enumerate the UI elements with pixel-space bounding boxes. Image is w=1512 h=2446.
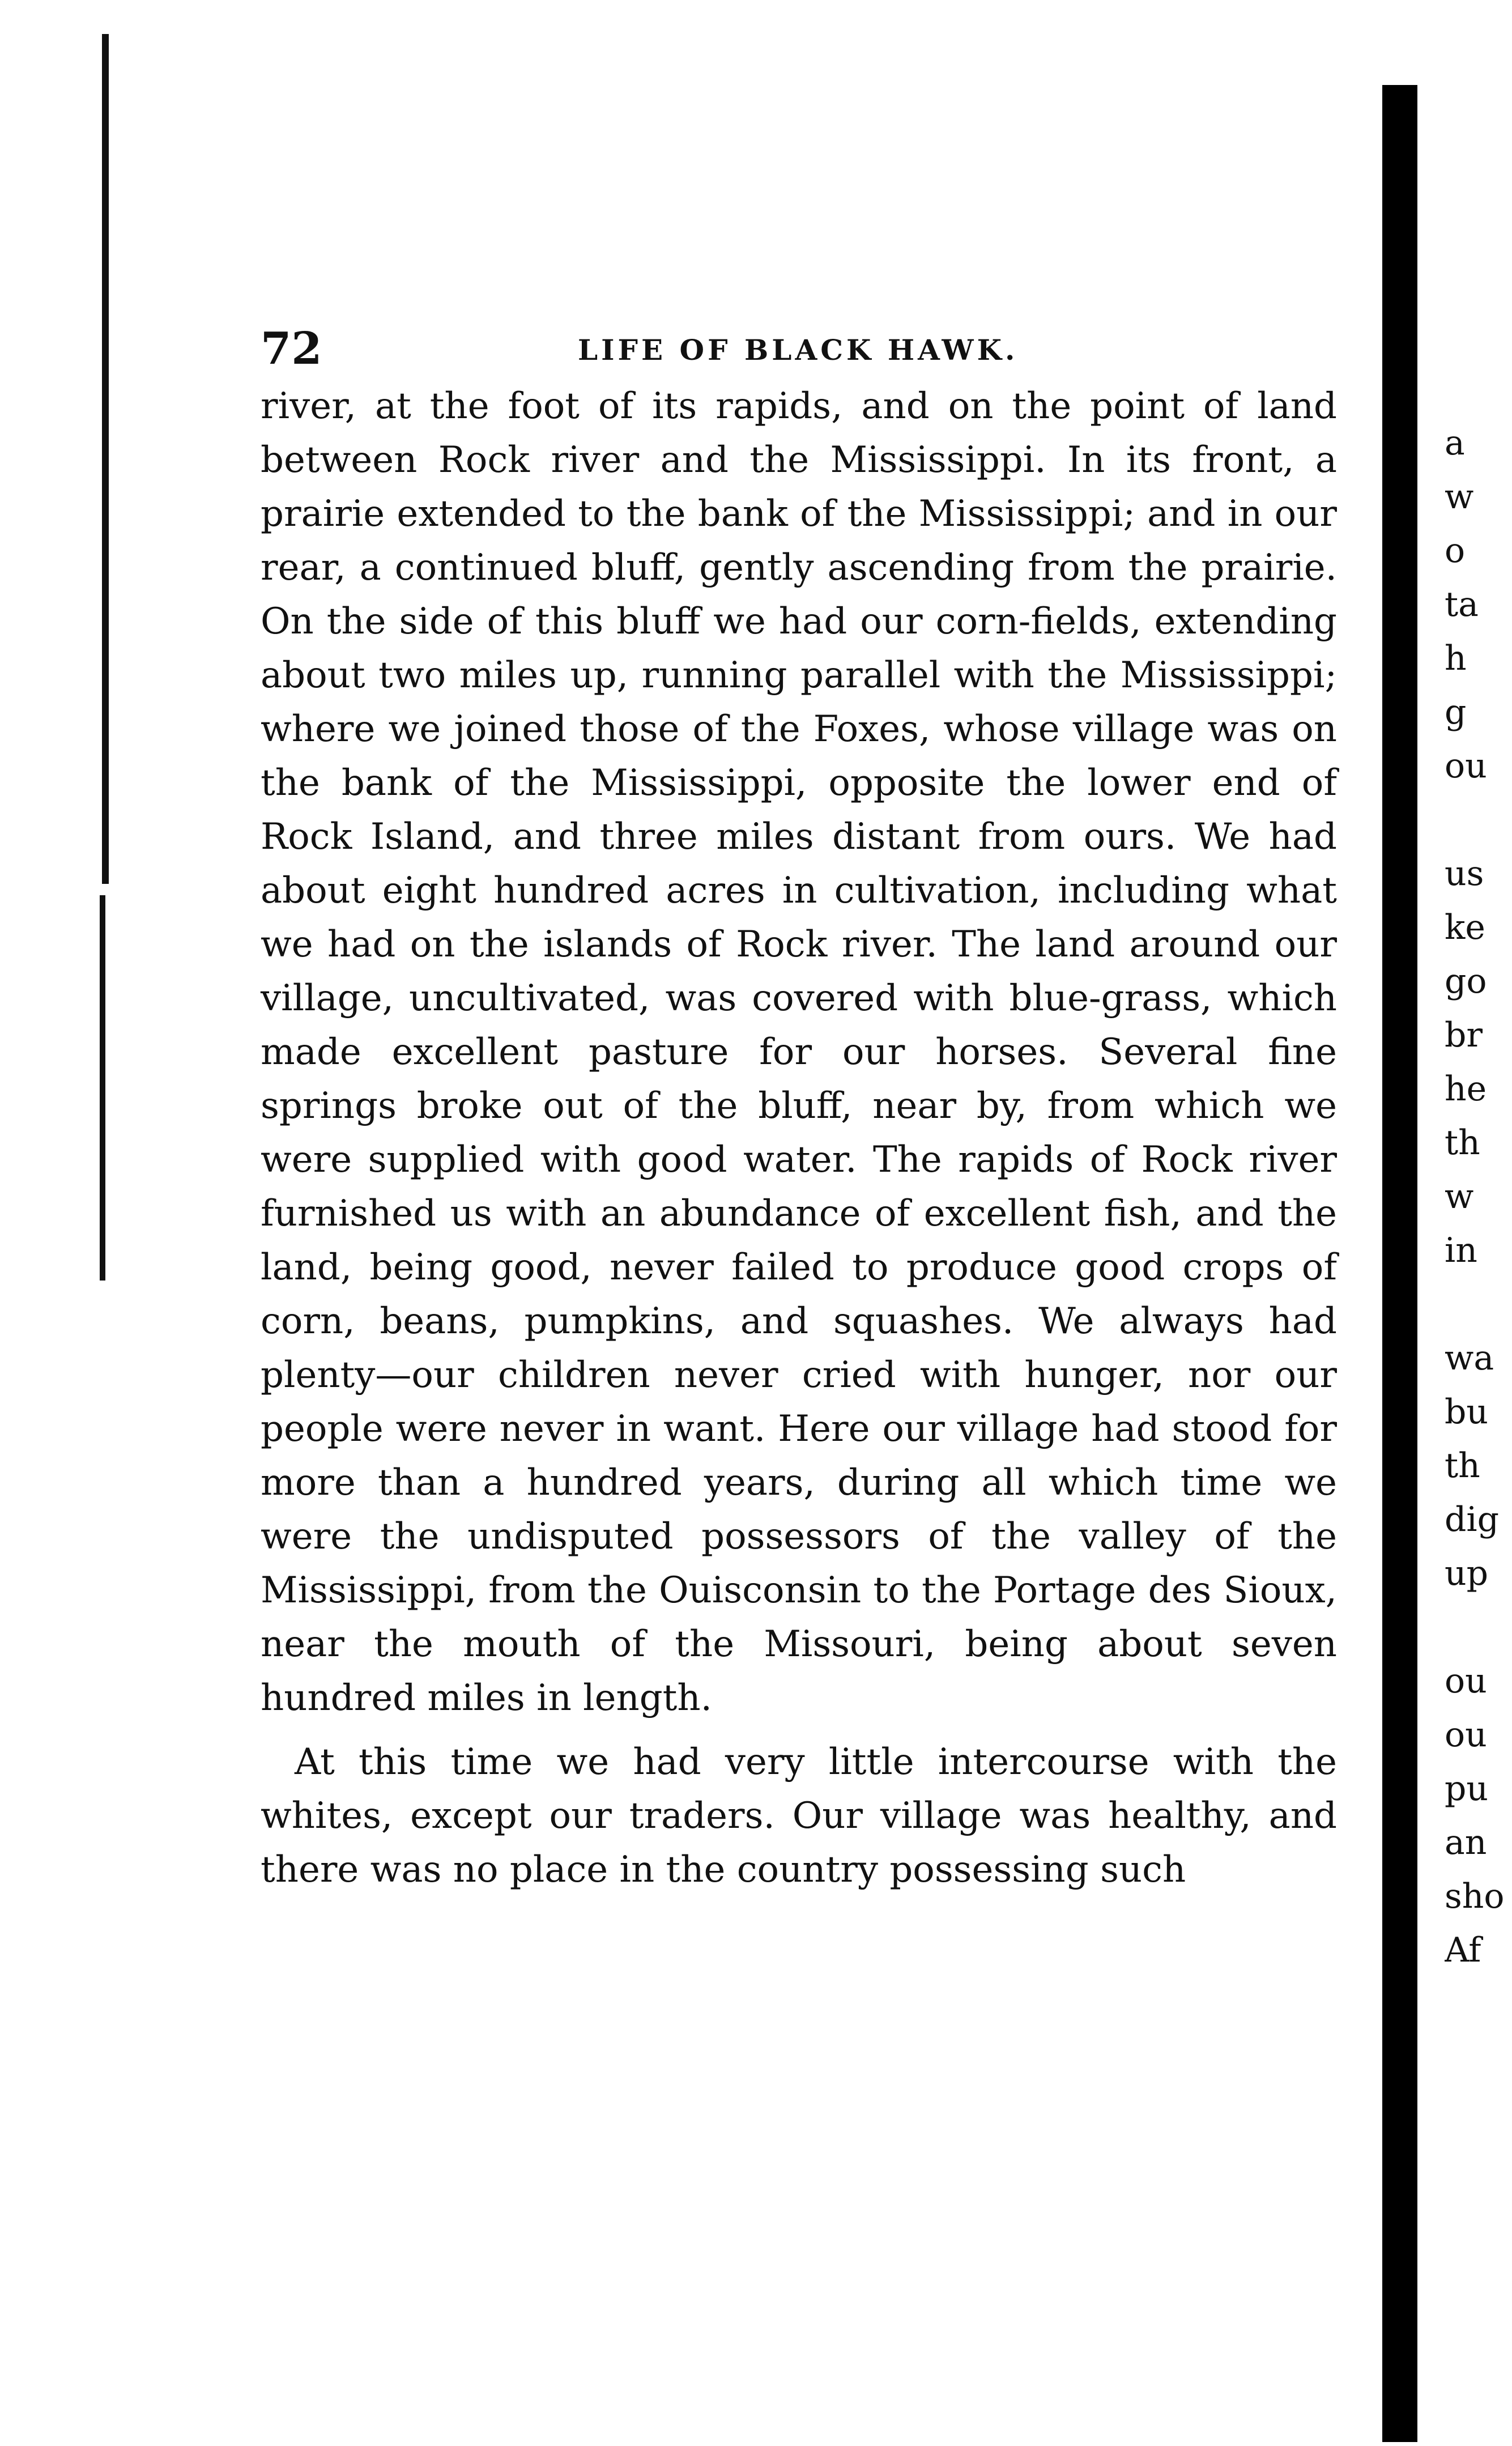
facing-page-fragment: pu xyxy=(1445,1769,1489,1809)
page-number: 72 xyxy=(261,323,322,375)
facing-page-fragment: br xyxy=(1445,1015,1483,1055)
facing-page-fragment: w xyxy=(1445,1177,1474,1216)
binding-edge-upper xyxy=(102,34,109,884)
facing-page-fragment: ou xyxy=(1445,1715,1487,1755)
facing-page-fragment: an xyxy=(1445,1823,1487,1862)
facing-page-fragment: wa xyxy=(1445,1338,1494,1378)
paragraph: river, at the foot of its rapids, and on the point of land between Rock river and the Mississippi. In its front, a prairie extended to the bank of the Mississippi; and in our rear, a continued bluff, gently ascending from the prairie. On the side of this bluff we had our corn-fields, extending about two miles up, running parallel with the Mississippi; where we joined those of the Foxes, whose village was on the bank of the Mississippi, opposite the lower end of Rock Island, and three miles distant from ours. We had about eight hundred acres in cultivation, including what we had on the islands of Rock river. The land around our village, uncultivated, was covered with blue-grass, which made excellent pasture for our horses. Several fine springs broke out of the bluff, near by, from which we were supplied with good water. The rapids of Rock river furnished us with an abundance of excellent fish, and the land, being good, never failed to produce good crops of corn, beans, pumpkins, and squashes. We always had plenty—our children never cried with hunger, nor our people were never in want. Here our village had stood for more than a hundred years, during all which time we were the undisputed possessors of the valley of the Mississippi, from the Ouisconsin to the Portage des Sioux, near the mouth of the Missouri, being about seven hundred miles in length. xyxy=(261,385,1337,1719)
facing-page-fragment: go xyxy=(1445,962,1487,1001)
facing-page-fragment: ou xyxy=(1445,746,1487,786)
facing-page-fragment: bu xyxy=(1445,1392,1489,1432)
facing-page-fragment: in xyxy=(1445,1231,1477,1270)
page-header xyxy=(261,317,1337,380)
facing-page-fragment: a xyxy=(1445,423,1465,463)
facing-page-fragment: Af xyxy=(1445,1930,1481,1970)
facing-page-fragment: th xyxy=(1445,1123,1480,1163)
facing-page-fragment: he xyxy=(1445,1069,1487,1109)
book-page xyxy=(261,317,1337,1897)
running-head: LIFE OF BLACK HAWK. xyxy=(578,333,1019,367)
paragraph: At this time we had very little intercourse with the whites, except our traders. Our village was healthy, and there was no place in the country possessing such xyxy=(261,1741,1337,1891)
facing-page-fragment: o xyxy=(1445,531,1466,571)
facing-page-fragment: us xyxy=(1445,854,1484,894)
page-gutter-shadow xyxy=(1382,85,1417,2442)
facing-page-fragment: th xyxy=(1445,1446,1480,1486)
facing-page-fragment: ou xyxy=(1445,1661,1487,1701)
facing-page-fragments xyxy=(1445,416,1507,1977)
binding-edge-lower xyxy=(100,895,105,1281)
facing-page-fragment: sho xyxy=(1445,1877,1505,1916)
facing-page-fragment: up xyxy=(1445,1554,1489,1593)
facing-page-fragment: ta xyxy=(1445,585,1479,624)
facing-page-fragment: dig xyxy=(1445,1500,1500,1539)
facing-page-fragment: w xyxy=(1445,477,1474,517)
facing-page-fragment: h xyxy=(1445,639,1467,678)
facing-page-fragment: g xyxy=(1445,692,1467,732)
facing-page-fragment: ke xyxy=(1445,908,1485,947)
